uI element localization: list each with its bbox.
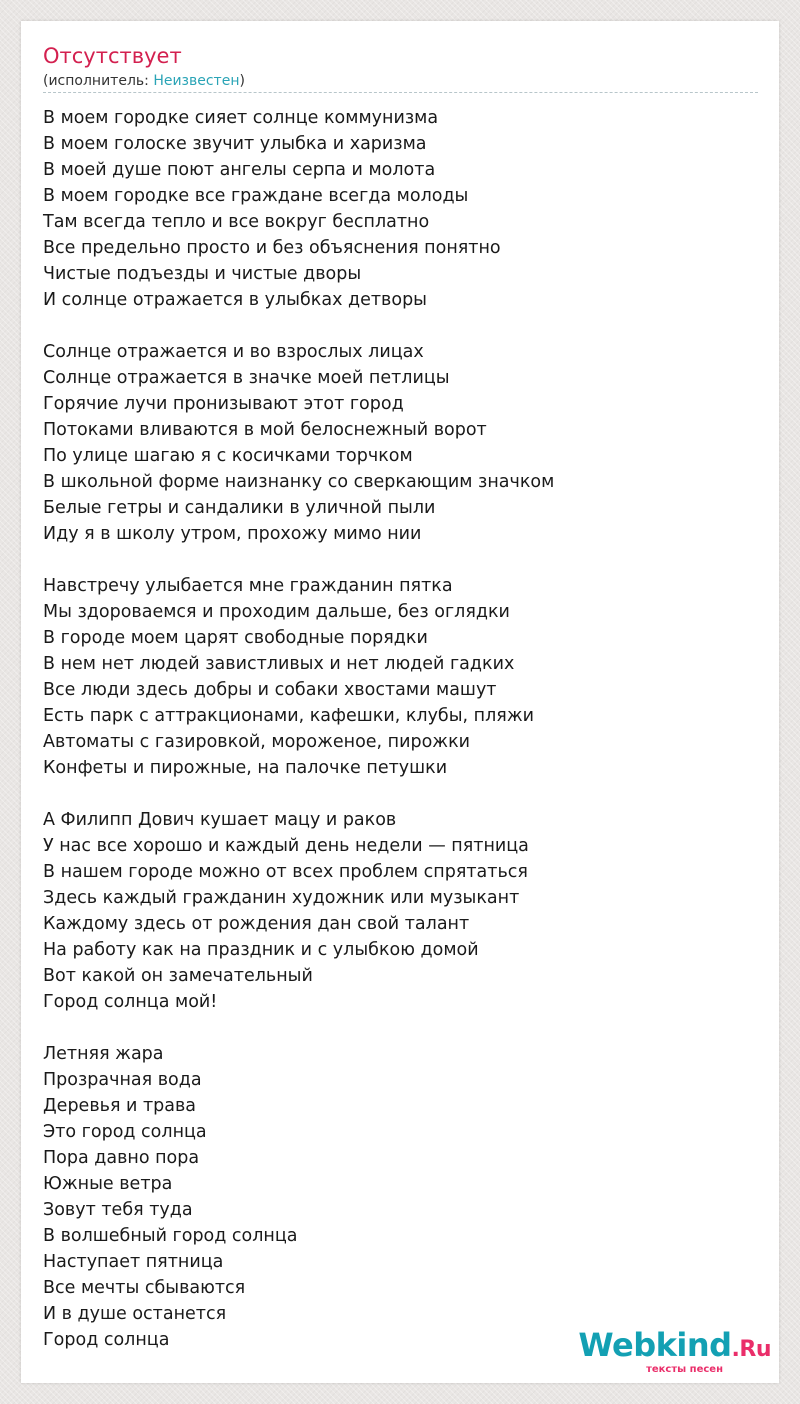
lyrics-stanza	[43, 1041, 758, 1353]
lyrics-line: Горячие лучи пронизывают этот город	[43, 394, 404, 414]
lyrics-line: Пора давно пора	[43, 1148, 200, 1168]
lyrics-line: Есть парк с аттракционами, кафешки, клубы, пляжи	[43, 706, 534, 726]
lyrics-line: Потоками вливаются в мой белоснежный ворот	[43, 420, 487, 440]
lyrics-line: Белые гетры и сандалики в уличной пыли	[43, 498, 436, 518]
lyrics-line: В нашем городе можно от всех проблем спрятаться	[43, 862, 528, 882]
lyrics-line: Чистые подъезды и чистые дворы	[43, 264, 362, 284]
lyrics-line: Наступает пятница	[43, 1252, 224, 1272]
lyrics-line: Конфеты и пирожные, на палочке петушки	[43, 758, 448, 778]
lyrics-line: У нас все хорошо и каждый день недели — пятница	[43, 836, 529, 856]
lyrics-stanza	[43, 105, 758, 313]
lyrics-line: Город солнца мой!	[43, 992, 218, 1012]
lyrics-line: И в душе останется	[43, 1304, 227, 1324]
lyrics-line: Прозрачная вода	[43, 1070, 202, 1090]
lyrics-line: Это город солнца	[43, 1122, 207, 1142]
lyrics-line: Мы здороваемся и проходим дальше, без оглядки	[43, 602, 510, 622]
lyrics-line: Город солнца	[43, 1330, 170, 1350]
lyrics-line: Каждому здесь от рождения дан свой талант	[43, 914, 470, 934]
lyrics-line: И солнце отражается в улыбках детворы	[43, 290, 427, 310]
title-divider	[43, 92, 758, 93]
lyrics-line: В моем городке сияет солнце коммунизма	[43, 108, 439, 128]
artist-line	[43, 72, 245, 90]
lyrics-stanza	[43, 807, 758, 1015]
lyrics-line: Все мечты сбываются	[43, 1278, 246, 1298]
lyrics-line: В городе моем царят свободные порядки	[43, 628, 428, 648]
lyrics-line: В моем голоске звучит улыбка и харизма	[43, 134, 427, 154]
lyrics-line: Все предельно просто и без объяснения понятно	[43, 238, 501, 258]
lyrics-line: На работу как на праздник и с улыбкою домой	[43, 940, 479, 960]
lyrics-line: В школьной форме наизнанку со сверкающим значком	[43, 472, 555, 492]
lyrics-card	[21, 21, 779, 1383]
lyrics-line: Автоматы с газировкой, мороженое, пирожки	[43, 732, 471, 752]
logo-wordmark: Webkind.Ru	[578, 1326, 771, 1364]
artist-prefix: (исполнитель:	[43, 73, 154, 89]
lyrics-line: Иду я в школу утром, прохожу мимо нии	[43, 524, 422, 544]
lyrics-line: Здесь каждый гражданин художник или музыкант	[43, 888, 520, 908]
song-title: Отсутствует	[43, 44, 182, 68]
lyrics-line: Летняя жара	[43, 1044, 164, 1064]
lyrics-stanza	[43, 573, 758, 781]
logo-domain-suffix: .Ru	[731, 1337, 771, 1362]
lyrics-line: По улице шагаю я с косичками торчком	[43, 446, 413, 466]
lyrics-line: В моей душе поют ангелы серпа и молота	[43, 160, 436, 180]
lyrics-line: В моем городке все граждане всегда молоды	[43, 186, 469, 206]
lyrics-line: Южные ветра	[43, 1174, 173, 1194]
lyrics-line: Солнце отражается в значке моей петлицы	[43, 368, 450, 388]
webkind-logo[interactable]	[578, 1328, 771, 1375]
lyrics-line: Солнце отражается и во взрослых лицах	[43, 342, 424, 362]
lyrics-line: В нем нет людей завистливых и нет людей гадких	[43, 654, 515, 674]
lyrics-text	[43, 105, 758, 1379]
lyrics-line: Там всегда тепло и все вокруг бесплатно	[43, 212, 430, 232]
lyrics-line: Навстречу улыбается мне гражданин пятка	[43, 576, 453, 596]
lyrics-line: В волшебный город солнца	[43, 1226, 298, 1246]
lyrics-stanza	[43, 339, 758, 547]
artist-link[interactable]: Неизвестен	[153, 73, 240, 89]
lyrics-line: А Филипп Дович кушает мацу и раков	[43, 810, 397, 830]
lyrics-line: Зовут тебя туда	[43, 1200, 193, 1220]
lyrics-line: Все люди здесь добры и собаки хвостами машут	[43, 680, 497, 700]
artist-suffix: )	[239, 73, 245, 89]
logo-tagline: тексты песен	[646, 1364, 723, 1375]
lyrics-line: Вот какой он замечательный	[43, 966, 313, 986]
lyrics-line: Деревья и трава	[43, 1096, 197, 1116]
